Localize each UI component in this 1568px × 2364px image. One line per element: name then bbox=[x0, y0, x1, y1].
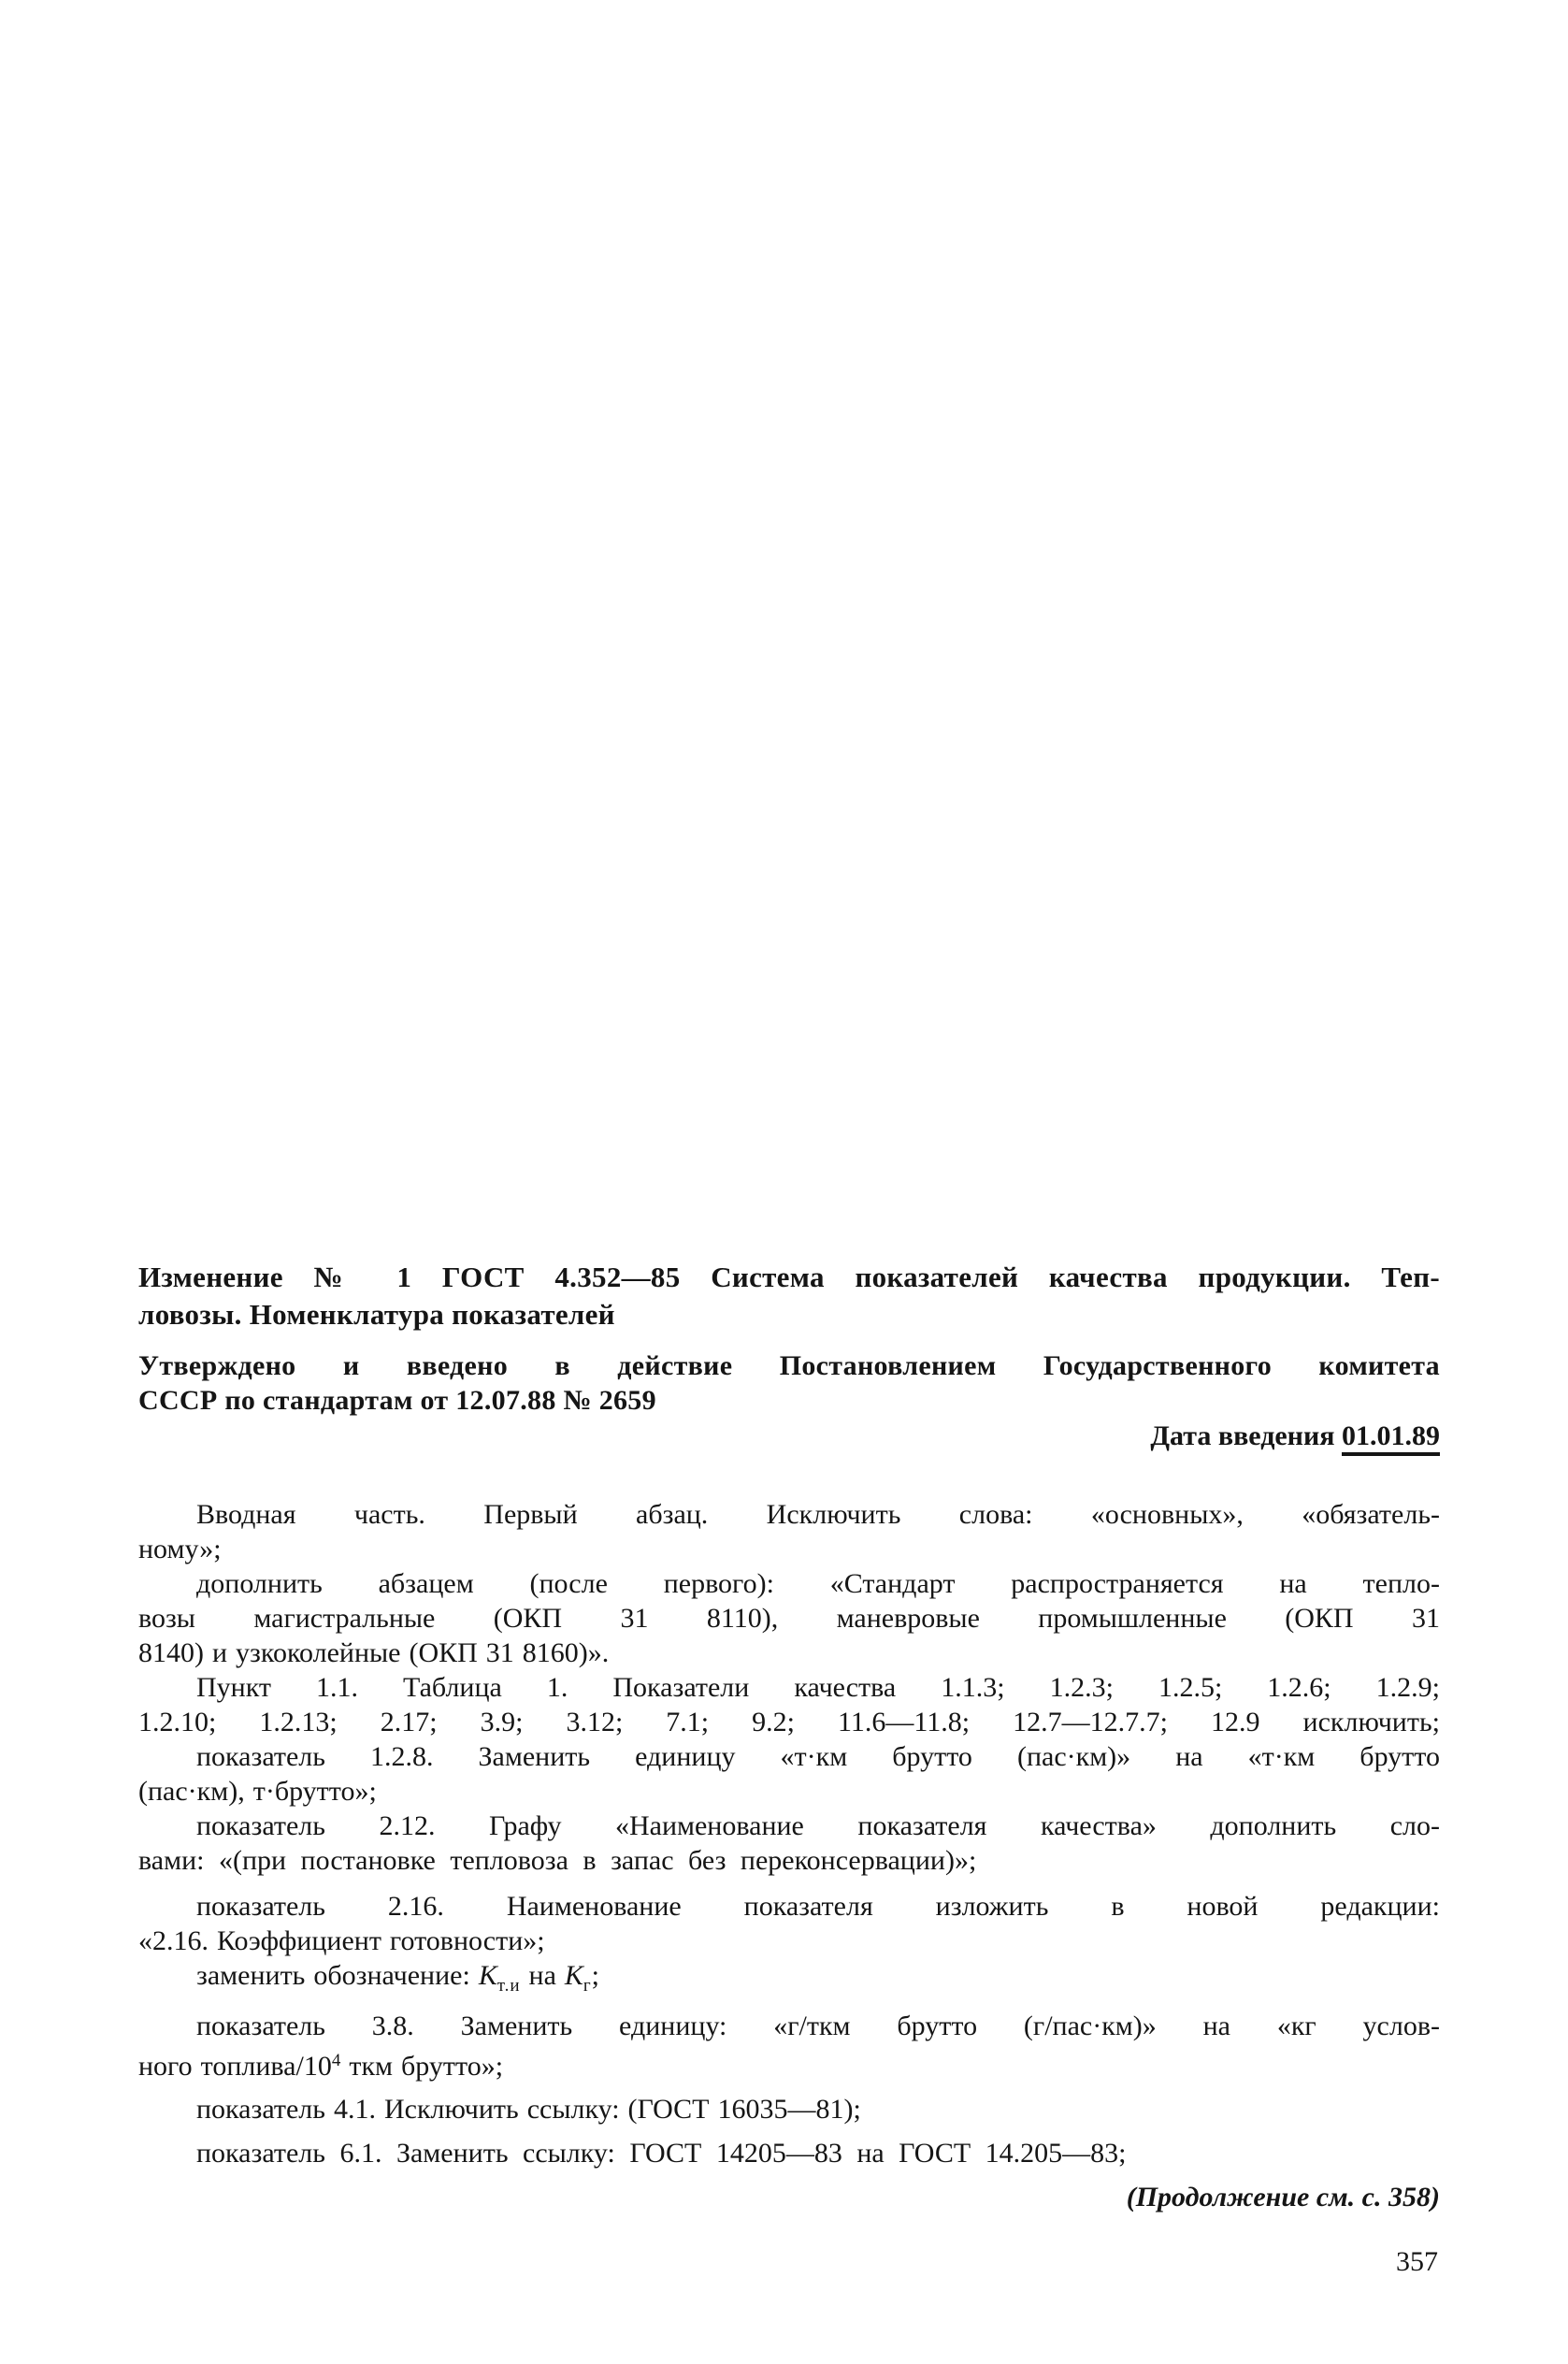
text-line bbox=[138, 2009, 1440, 2043]
text-segment: Пункт 1.1. Таблица 1. Показатели качества 1.1.3; 1.2.3; 1.2.5; 1.2.6; 1.2.9; bbox=[196, 1672, 1440, 1703]
effective-date-label: Дата введения bbox=[1150, 1420, 1335, 1451]
text-line bbox=[138, 1958, 1440, 2003]
text-line bbox=[138, 2092, 1440, 2126]
paragraph bbox=[138, 1889, 1440, 1958]
text-segment: показатель 2.12. Графу «Наименование показателя качества» дополнить сло- bbox=[196, 1810, 1440, 1841]
text-segment: Вводная часть. Первый абзац. Исключить слова: «основных», «обязатель- bbox=[196, 1499, 1440, 1530]
text-line bbox=[138, 1705, 1440, 1739]
text-line bbox=[138, 2136, 1440, 2170]
text-line bbox=[138, 1924, 1440, 1958]
approval-paragraph bbox=[138, 1348, 1440, 1418]
text-line bbox=[138, 1601, 1440, 1636]
approval-line: Утверждено и введено в действие Постановлением Государственного комитета bbox=[138, 1350, 1440, 1381]
page-number: 357 bbox=[1396, 2246, 1438, 2277]
text-segment: дополнить абзацем (после первого): «Стандарт распространяется на тепло- bbox=[196, 1568, 1440, 1599]
text-block bbox=[138, 1259, 1440, 2279]
text-segment: (пас·км), т·брутто»; bbox=[138, 1776, 377, 1807]
paragraph bbox=[138, 1809, 1440, 1878]
document-title bbox=[138, 1259, 1440, 1333]
text-line bbox=[138, 1636, 1440, 1670]
text-segment: 8140) и узкоколейные (ОКП 31 8160)». bbox=[138, 1637, 610, 1668]
text-segment: г bbox=[583, 1976, 592, 1996]
text-line bbox=[138, 1843, 1440, 1878]
paragraph bbox=[138, 1739, 1440, 1809]
continuation-note: (Продолжение см. с. 358) bbox=[1126, 2182, 1440, 2213]
title-line: ловозы. Номенклатура показателей bbox=[138, 1298, 615, 1331]
text-line bbox=[138, 2043, 1440, 2083]
text-segment: показатель 6.1. Заменить ссылку: ГОСТ 14205—83 на ГОСТ 14.205—83; bbox=[196, 2138, 1127, 2169]
text-segment: заменить обозначение: bbox=[196, 1960, 479, 1991]
text-line bbox=[138, 1889, 1440, 1924]
text-line bbox=[138, 1532, 1440, 1566]
paragraph bbox=[138, 1566, 1440, 1670]
text-line bbox=[138, 1566, 1440, 1601]
paragraph bbox=[138, 1497, 1440, 1566]
body-text bbox=[138, 1497, 1440, 2170]
text-segment: К bbox=[478, 1960, 497, 1991]
text-segment: 4 bbox=[331, 2051, 341, 2070]
text-segment: на bbox=[520, 1960, 565, 1991]
text-segment: вами: «(при постановке тепловоза в запас без переконсервации)»; bbox=[138, 1845, 977, 1876]
text-line bbox=[138, 1774, 1440, 1809]
paragraph bbox=[138, 2136, 1440, 2170]
text-segment: показатель 4.1. Исключить ссылку: (ГОСТ 16035—81); bbox=[196, 2094, 861, 2125]
text-line bbox=[138, 1497, 1440, 1532]
text-segment: показатель 2.16. Наименование показателя изложить в новой редакции: bbox=[196, 1891, 1440, 1922]
effective-date-line bbox=[138, 1418, 1440, 1456]
text-line bbox=[138, 1809, 1440, 1843]
text-segment: «2.16. Коэффициент готовности»; bbox=[138, 1925, 545, 1956]
text-line bbox=[138, 1739, 1440, 1774]
text-segment: т.и bbox=[496, 1976, 521, 1996]
text-segment: показатель 1.2.8. Заменить единицу «т·км брутто (пас·км)» на «т·км брутто bbox=[196, 1741, 1440, 1772]
effective-date-value: 01.01.89 bbox=[1342, 1421, 1440, 1456]
paragraph bbox=[138, 1670, 1440, 1739]
text-segment: показатель 3.8. Заменить единицу: «г/ткм брутто (г/пас·км)» на «кг услов- bbox=[196, 2011, 1440, 2041]
paragraph bbox=[138, 1958, 1440, 2003]
paragraph bbox=[138, 2009, 1440, 2083]
text-line bbox=[138, 1670, 1440, 1705]
text-segment: 1.2.10; 1.2.13; 2.17; 3.9; 3.12; 7.1; 9.2; 11.6—11.8; 12.7—12.7.7; 12.9 исключить; bbox=[138, 1707, 1440, 1737]
text-segment: ного топлива/10 bbox=[138, 2051, 332, 2082]
text-segment: ; bbox=[591, 1960, 599, 1991]
paragraph bbox=[138, 2092, 1440, 2126]
text-segment: ткм брутто»; bbox=[340, 2051, 504, 2082]
title-line: Изменение № 1 ГОСТ 4.352—85 Система показателей качества продукции. Теп- bbox=[138, 1261, 1440, 1293]
text-segment: ному»; bbox=[138, 1534, 222, 1564]
text-segment: возы магистральные (ОКП 31 8110), маневровые промышленные (ОКП 31 bbox=[138, 1603, 1440, 1634]
approval-line: СССР по стандартам от 12.07.88 № 2659 bbox=[138, 1385, 656, 1416]
text-segment: К bbox=[564, 1960, 583, 1991]
